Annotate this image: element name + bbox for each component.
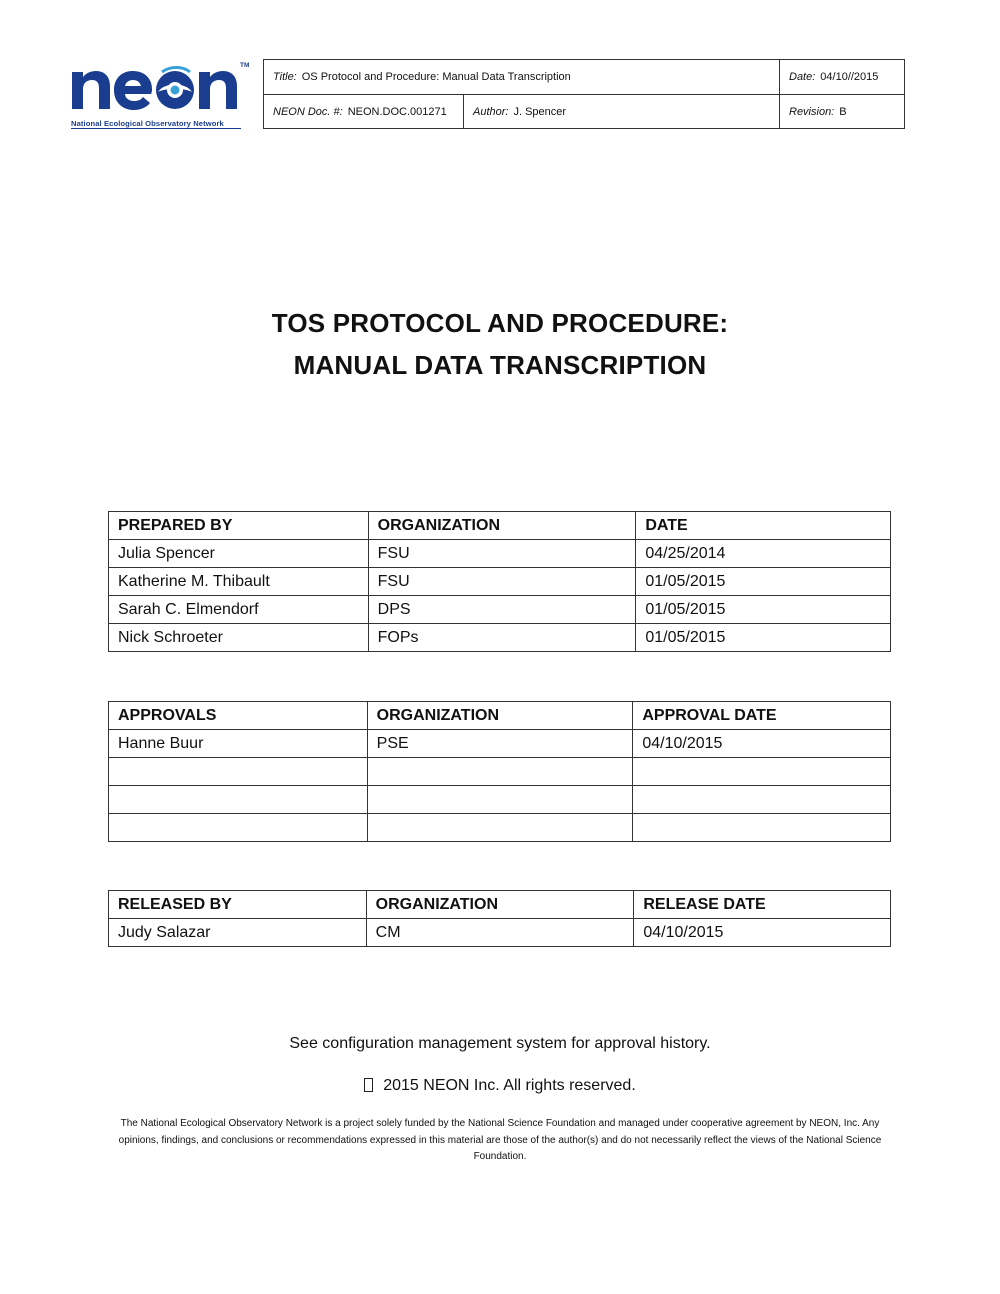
table-row — [109, 730, 891, 758]
table-row — [109, 919, 891, 947]
table-header-cell: PREPARED BY — [109, 512, 369, 540]
releaser-name: Judy Salazar — [109, 919, 367, 947]
document-title — [0, 302, 1000, 386]
table-header-row — [109, 512, 891, 540]
table-row — [109, 596, 891, 624]
missing-glyph-icon — [364, 1078, 373, 1092]
table-header-cell: ORGANIZATION — [367, 702, 633, 730]
header-title-value: OS Protocol and Procedure: Manual Data Transcription — [301, 71, 571, 83]
document-title-line-1: TOS PROTOCOL AND PROCEDURE: — [271, 308, 729, 338]
preparer-date: 01/05/2015 — [636, 568, 891, 596]
table-row — [109, 568, 891, 596]
release-date: 04/10/2015 — [634, 919, 891, 947]
header-author-key: Author: — [473, 106, 509, 118]
table-row — [109, 624, 891, 652]
preparer-date: 04/25/2014 — [636, 540, 891, 568]
table-header-cell: APPROVAL DATE — [633, 702, 891, 730]
table-row — [109, 758, 891, 786]
approval-date: 04/10/2015 — [633, 730, 891, 758]
preparer-name: Julia Spencer — [109, 540, 369, 568]
header-doc-value: NEON.DOC.001271 — [347, 106, 447, 118]
preparer-date: 01/05/2015 — [636, 624, 891, 652]
header-revision-value: B — [839, 106, 847, 118]
table-header-row — [109, 702, 891, 730]
table-header-cell: APPROVALS — [109, 702, 368, 730]
header-doc-number-cell — [264, 95, 463, 129]
document-title-line-2: MANUAL DATA TRANSCRIPTION — [293, 350, 707, 380]
copyright-text: 2015 NEON Inc. All rights reserved. — [383, 1077, 636, 1094]
table-header-cell: DATE — [636, 512, 891, 540]
preparer-organization: FSU — [368, 568, 636, 596]
approver-organization: PSE — [367, 730, 633, 758]
approver-name — [109, 814, 368, 842]
trademark-mark: TM — [240, 62, 250, 69]
table-header-row — [109, 891, 891, 919]
header-author-value: J. Spencer — [513, 106, 567, 118]
approver-organization — [367, 814, 633, 842]
header-date-cell — [780, 60, 906, 94]
configuration-note: See configuration management system for approval history. — [289, 1035, 711, 1052]
preparer-date: 01/05/2015 — [636, 596, 891, 624]
header-doc-key: NEON Doc. #: — [273, 106, 343, 118]
table-header-cell: ORGANIZATION — [368, 512, 636, 540]
table-header-cell: RELEASE DATE — [634, 891, 891, 919]
logo-caption: National Ecological Observatory Network — [71, 119, 224, 128]
approval-date — [633, 786, 891, 814]
document-header-box — [263, 59, 905, 129]
table-header-cell: RELEASED BY — [109, 891, 367, 919]
preparer-name: Sarah C. Elmendorf — [109, 596, 369, 624]
funding-disclaimer: The National Ecological Observatory Network is a project solely funded by the National Science Foundation and managed under cooperative agreement by NEON, Inc. Any opinions, findings, and conclusions or recommendations expressed in this material are those of the author(s) and do not necessarily reflect the views of the National Science Foundation. — [118, 1118, 882, 1162]
approver-name: Hanne Buur — [109, 730, 368, 758]
approvals-table — [108, 701, 891, 842]
neon-logo-mark — [70, 58, 250, 118]
released-by-table — [108, 890, 891, 947]
preparer-organization: FSU — [368, 540, 636, 568]
header-title-cell — [264, 60, 779, 94]
preparer-name: Katherine M. Thibault — [109, 568, 369, 596]
preparer-organization: DPS — [368, 596, 636, 624]
preparer-name: Nick Schroeter — [109, 624, 369, 652]
approver-name — [109, 786, 368, 814]
table-row — [109, 786, 891, 814]
releaser-organization: CM — [366, 919, 634, 947]
header-title-key: Title: — [273, 71, 297, 83]
header-date-value: 04/10//2015 — [820, 71, 879, 83]
approver-name — [109, 758, 368, 786]
neon-logo — [70, 58, 250, 132]
logo-underline — [71, 128, 241, 129]
table-row — [109, 814, 891, 842]
header-revision-cell — [780, 95, 906, 129]
header-date-key: Date: — [789, 71, 816, 83]
copyright-line — [0, 1077, 1000, 1095]
approval-date — [633, 758, 891, 786]
table-header-cell: ORGANIZATION — [366, 891, 634, 919]
approver-organization — [367, 786, 633, 814]
approval-date — [633, 814, 891, 842]
header-author-cell — [464, 95, 779, 129]
prepared-by-table — [108, 511, 891, 652]
table-row — [109, 540, 891, 568]
approver-organization — [367, 758, 633, 786]
header-revision-key: Revision: — [789, 106, 835, 118]
preparer-organization: FOPs — [368, 624, 636, 652]
